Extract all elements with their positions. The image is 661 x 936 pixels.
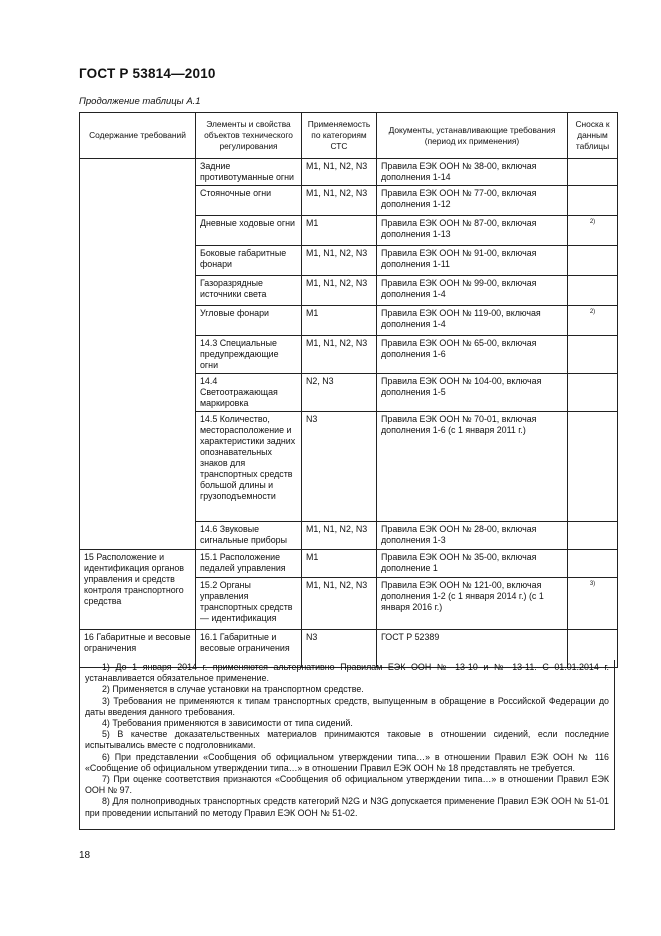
footnote: 4) Требования применяются в зависимости от типа сидений. (102, 718, 353, 729)
footnote-ref (568, 550, 618, 578)
category-cell: M1, N1, N2, N3 (302, 522, 377, 550)
document-cell: ГОСТ Р 52389 (377, 630, 568, 668)
column-header: Документы, устанавливающие требования (период их применения) (377, 113, 568, 159)
element-cell: Дневные ходовые огни (196, 216, 302, 246)
element-cell: Угловые фонари (196, 306, 302, 336)
category-cell: M1, N1, N2, N3 (302, 186, 377, 216)
element-cell: Боковые габаритные фонари (196, 246, 302, 276)
category-cell: M1, N1, N2, N3 (302, 246, 377, 276)
document-cell: Правила ЕЭК ООН № 65-00, включая дополнения 1-6 (377, 336, 568, 374)
table-row (80, 550, 618, 578)
element-cell: 15.2 Органы управления транспортных средств — идентификация (196, 578, 302, 630)
document-cell: Правила ЕЭК ООН № 38-00, включая дополнения 1-14 (377, 159, 568, 186)
requirement-cell-empty (80, 159, 196, 550)
footnote: 3) Требования не применяются к типам транспортных средств, выпущенным в обращение в Российской Федерации до даты введения данного требования. (85, 695, 609, 717)
category-cell: M1 (302, 216, 377, 246)
document-cell: Правила ЕЭК ООН № 70-01, включая дополнения 1-6 (с 1 января 2011 г.) (377, 412, 568, 522)
category-cell: M1 (302, 306, 377, 336)
footnote-ref (568, 186, 618, 216)
document-cell: Правила ЕЭК ООН № 104-00, включая дополнения 1-5 (377, 374, 568, 412)
footnote-ref (568, 159, 618, 186)
document-cell: Правила ЕЭК ООН № 121-00, включая дополнения 1-2 (с 1 января 2014 г.) (с 1 января 2016 г.) (377, 578, 568, 630)
footnote: 1) До 1 января 2014 г. применяются альтернативно Правилам ЕЭК ООН № 13-10 и № 13-11. С 01.01.2014 г. устанавливается обязательное применение. (85, 662, 609, 684)
category-cell: N2, N3 (302, 374, 377, 412)
footnote-ref: 2) (568, 306, 618, 336)
footnote-ref (568, 246, 618, 276)
document-cell: Правила ЕЭК ООН № 87-00, включая дополнения 1-13 (377, 216, 568, 246)
element-cell: 14.3 Специальные предупреждающие огни (196, 336, 302, 374)
document-cell: Правила ЕЭК ООН № 28-00, включая дополнения 1-3 (377, 522, 568, 550)
table-continuation-caption: Продолжение таблицы А.1 (79, 96, 201, 107)
footnote-ref: 2) (568, 216, 618, 246)
element-cell: 14.5 Количество, месторасположение и характеристики задних опознавательных знаков для транспортных средств большой длины и грузоподъемности (196, 412, 302, 522)
element-cell: 16.1 Габаритные и весовые ограничения (196, 630, 302, 668)
element-cell: 15.1 Расположение педалей управления (196, 550, 302, 578)
footnote-ref (568, 276, 618, 306)
requirement-cell: 16 Габаритные и весовые ограничения (80, 630, 196, 668)
footnote: 6) При представлении «Сообщения об официальном утверждении типа…» в отношении Правил ЕЭК ООН № 116 «Сообщение об официальном утверждении типа…» в отношении Правил ЕЭК ООН № 18 представлять не требуется. (85, 751, 609, 773)
document-cell: Правила ЕЭК ООН № 77-00, включая дополнения 1-12 (377, 186, 568, 216)
column-header: Содержание требований (80, 113, 196, 159)
column-header: Элементы и свойства объектов технического регулирования (196, 113, 302, 159)
footnote-ref (568, 412, 618, 522)
footnote-ref (568, 374, 618, 412)
element-cell: Задние противотуманные огни (196, 159, 302, 186)
footnote-ref (568, 522, 618, 550)
footnote: 8) Для полноприводных транспортных средств категорий N2G и N3G допускается применение Правил ЕЭК ООН № 51-01 при проведении испытаний по методу Правил ЕЭК ООН № 51-02. (85, 796, 609, 818)
document-cell: Правила ЕЭК ООН № 119-00, включая дополнения 1-4 (377, 306, 568, 336)
category-cell: M1, N1, N2, N3 (302, 336, 377, 374)
footnotes-block (79, 660, 615, 830)
column-header: Сноска к данным таблицы (568, 113, 618, 159)
element-cell: Газоразрядные источники света (196, 276, 302, 306)
category-cell: M1, N1, N2, N3 (302, 159, 377, 186)
category-cell: M1, N1, N2, N3 (302, 276, 377, 306)
category-cell: N3 (302, 630, 377, 668)
requirements-table (79, 112, 618, 668)
footnote: 2) Применяется в случае установки на транспортном средстве. (102, 684, 364, 695)
table-header-row (80, 113, 618, 159)
document-cell: Правила ЕЭК ООН № 91-00, включая дополнения 1-11 (377, 246, 568, 276)
category-cell: N3 (302, 412, 377, 522)
category-cell: M1 (302, 550, 377, 578)
footnote: 7) При оценке соответствия признаются «Сообщения об официальном утверждении типа…» в отношении Правил ЕЭК ООН № 97. (85, 774, 609, 796)
category-cell: M1, N1, N2, N3 (302, 578, 377, 630)
footnote: 5) В качестве доказательственных материалов принимаются таковые в отношении сидений, если последние испытывались вместе с подголовниками. (85, 729, 609, 751)
document-cell: Правила ЕЭК ООН № 99-00, включая дополнения 1-4 (377, 276, 568, 306)
element-cell: 14.4 Светоотражающая маркировка (196, 374, 302, 412)
element-cell: 14.6 Звуковые сигнальные приборы (196, 522, 302, 550)
table-row (80, 159, 618, 186)
requirement-cell: 15 Расположение и идентификация органов управления и средств контроля транспортного средства (80, 550, 196, 630)
document-title: ГОСТ Р 53814—2010 (79, 66, 216, 81)
column-header: Применяемость по категориям СТС (302, 113, 377, 159)
footnote-ref (568, 336, 618, 374)
element-cell: Стояночные огни (196, 186, 302, 216)
page-number: 18 (79, 850, 91, 861)
document-cell: Правила ЕЭК ООН № 35-00, включая дополнение 1 (377, 550, 568, 578)
footnote-ref: 3) (568, 578, 618, 630)
